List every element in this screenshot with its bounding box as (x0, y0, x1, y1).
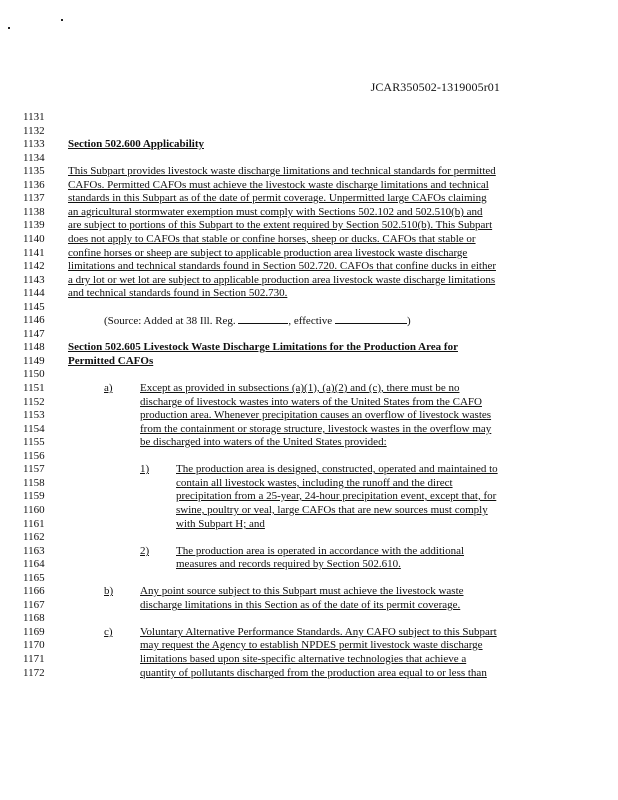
text-line: an agricultural stormwater exemption must comply with Sections 502.102 and 502.510(b) and (68, 206, 483, 218)
line-number: 1164 (23, 558, 45, 570)
line-number: 1156 (23, 450, 45, 462)
line-number: 1131 (23, 111, 45, 123)
line-number: 1132 (23, 125, 45, 137)
text-line: measures and records required by Section 502.610. (176, 558, 401, 570)
line-number: 1172 (23, 667, 45, 679)
line-number: 1136 (23, 179, 45, 191)
line-number: 1139 (23, 219, 45, 231)
line-number: 1135 (23, 165, 45, 177)
line-number: 1165 (23, 572, 45, 584)
line-number: 1161 (23, 518, 45, 530)
text-line: from the containment or storage structure, livestock wastes in the overflow may (140, 423, 492, 435)
text-line: confine horses or sheep are subject to applicable production area livestock waste discharge (68, 247, 468, 259)
line-number: 1168 (23, 612, 45, 624)
text-line: limitations and technical standards found in Section 502.720. CAFOs that confine ducks in either (68, 260, 497, 272)
blank-field (238, 314, 288, 324)
text-line: are subject to portions of this Subpart to the extent required by Section 502.510(b). This Subpart (68, 219, 493, 231)
scan-speck (61, 19, 63, 21)
line-number: 1160 (23, 504, 45, 516)
subsection-label: a) (104, 382, 113, 394)
text-line: Voluntary Alternative Performance Standards. Any CAFO subject to this Subpart (140, 626, 497, 638)
line-number: 1170 (23, 639, 45, 651)
line-number: 1140 (23, 233, 45, 245)
line-number: 1151 (23, 382, 45, 394)
text-line: discharge of livestock wastes into waters of the United States from the CAFO (140, 396, 482, 408)
scan-speck (8, 27, 10, 29)
subsection-label: 1) (140, 463, 150, 475)
document-id: JCAR350502-1319005r01 (370, 80, 500, 94)
line-number: 1167 (23, 599, 45, 611)
line-number: 1148 (23, 341, 45, 353)
text-line: with Subpart H; and (176, 518, 265, 530)
line-number: 1134 (23, 152, 45, 164)
subsection-label: c) (104, 626, 113, 638)
text-line: standards in this Subpart as of the date of permit coverage. Unpermitted large CAFOs claiming (68, 192, 487, 204)
line-number: 1158 (23, 477, 45, 489)
text-line: production area. Whenever precipitation causes an overflow of livestock wastes (140, 409, 492, 421)
text-line: Any point source subject to this Subpart must achieve the livestock waste (140, 585, 464, 597)
text-line: (Source: Added at 38 Ill. Reg. , effective ) (104, 315, 411, 327)
line-number: 1138 (23, 206, 45, 218)
text-line: does not apply to CAFOs that stable or confine horses, sheep or ducks. CAFOs that stable or (68, 233, 476, 245)
text-line: Except as provided in subsections (a)(1), (a)(2) and (c), there must be no (140, 382, 460, 394)
line-number: 1149 (23, 355, 45, 367)
section-heading: Permitted CAFOs (68, 355, 154, 367)
line-number: 1163 (23, 545, 45, 557)
line-number: 1142 (23, 260, 45, 272)
line-number: 1152 (23, 396, 45, 408)
line-number: 1143 (23, 274, 45, 286)
text-line: The production area is operated in accordance with the additional (176, 545, 465, 557)
text-line: and technical standards found in Section 502.730. (68, 287, 288, 299)
subsection-label: b) (104, 585, 114, 597)
section-heading: Section 502.600 Applicability (68, 138, 204, 150)
line-number: 1144 (23, 287, 45, 299)
section-heading: Section 502.605 Livestock Waste Discharge Limitations for the Production Area for (68, 341, 458, 353)
text-line: CAFOs. Permitted CAFOs must achieve the livestock waste discharge limitations and technical (68, 179, 489, 191)
line-number: 1141 (23, 247, 45, 259)
text-line: contain all livestock wastes, including the runoff and the direct (176, 477, 453, 489)
text-line: precipitation from a 25-year, 24-hour precipitation event, except that, for (176, 490, 497, 502)
text-line: This Subpart provides livestock waste discharge limitations and technical standards for permitted (68, 165, 496, 177)
text-line: limitations based upon site-specific alternative technologies that achieve a (140, 653, 467, 665)
line-number: 1150 (23, 368, 45, 380)
text-line: swine, poultry or veal, large CAFOs that are new sources must comply (176, 504, 488, 516)
text-line: quantity of pollutants discharged from the production area equal to or less than (140, 667, 487, 679)
line-number: 1162 (23, 531, 45, 543)
line-number: 1153 (23, 409, 45, 421)
line-number: 1166 (23, 585, 45, 597)
line-number: 1146 (23, 314, 45, 326)
text-line: The production area is designed, constructed, operated and maintained to (176, 463, 498, 475)
line-number: 1133 (23, 138, 45, 150)
blank-field (335, 314, 407, 324)
line-number: 1137 (23, 192, 45, 204)
line-number: 1154 (23, 423, 45, 435)
text-line: discharge limitations in this Section as of the date of its permit coverage. (140, 599, 461, 611)
line-number: 1169 (23, 626, 45, 638)
subsection-label: 2) (140, 545, 150, 557)
text-line: be discharged into waters of the United States provided: (140, 436, 387, 448)
text-line: may request the Agency to establish NPDES permit livestock waste discharge (140, 639, 483, 651)
line-number: 1147 (23, 328, 45, 340)
line-number: 1155 (23, 436, 45, 448)
line-number: 1171 (23, 653, 45, 665)
line-number: 1145 (23, 301, 45, 313)
text-line: a dry lot or wet lot are subject to applicable production area livestock waste discharge limitations (68, 274, 496, 286)
line-number: 1157 (23, 463, 45, 475)
line-number: 1159 (23, 490, 45, 502)
